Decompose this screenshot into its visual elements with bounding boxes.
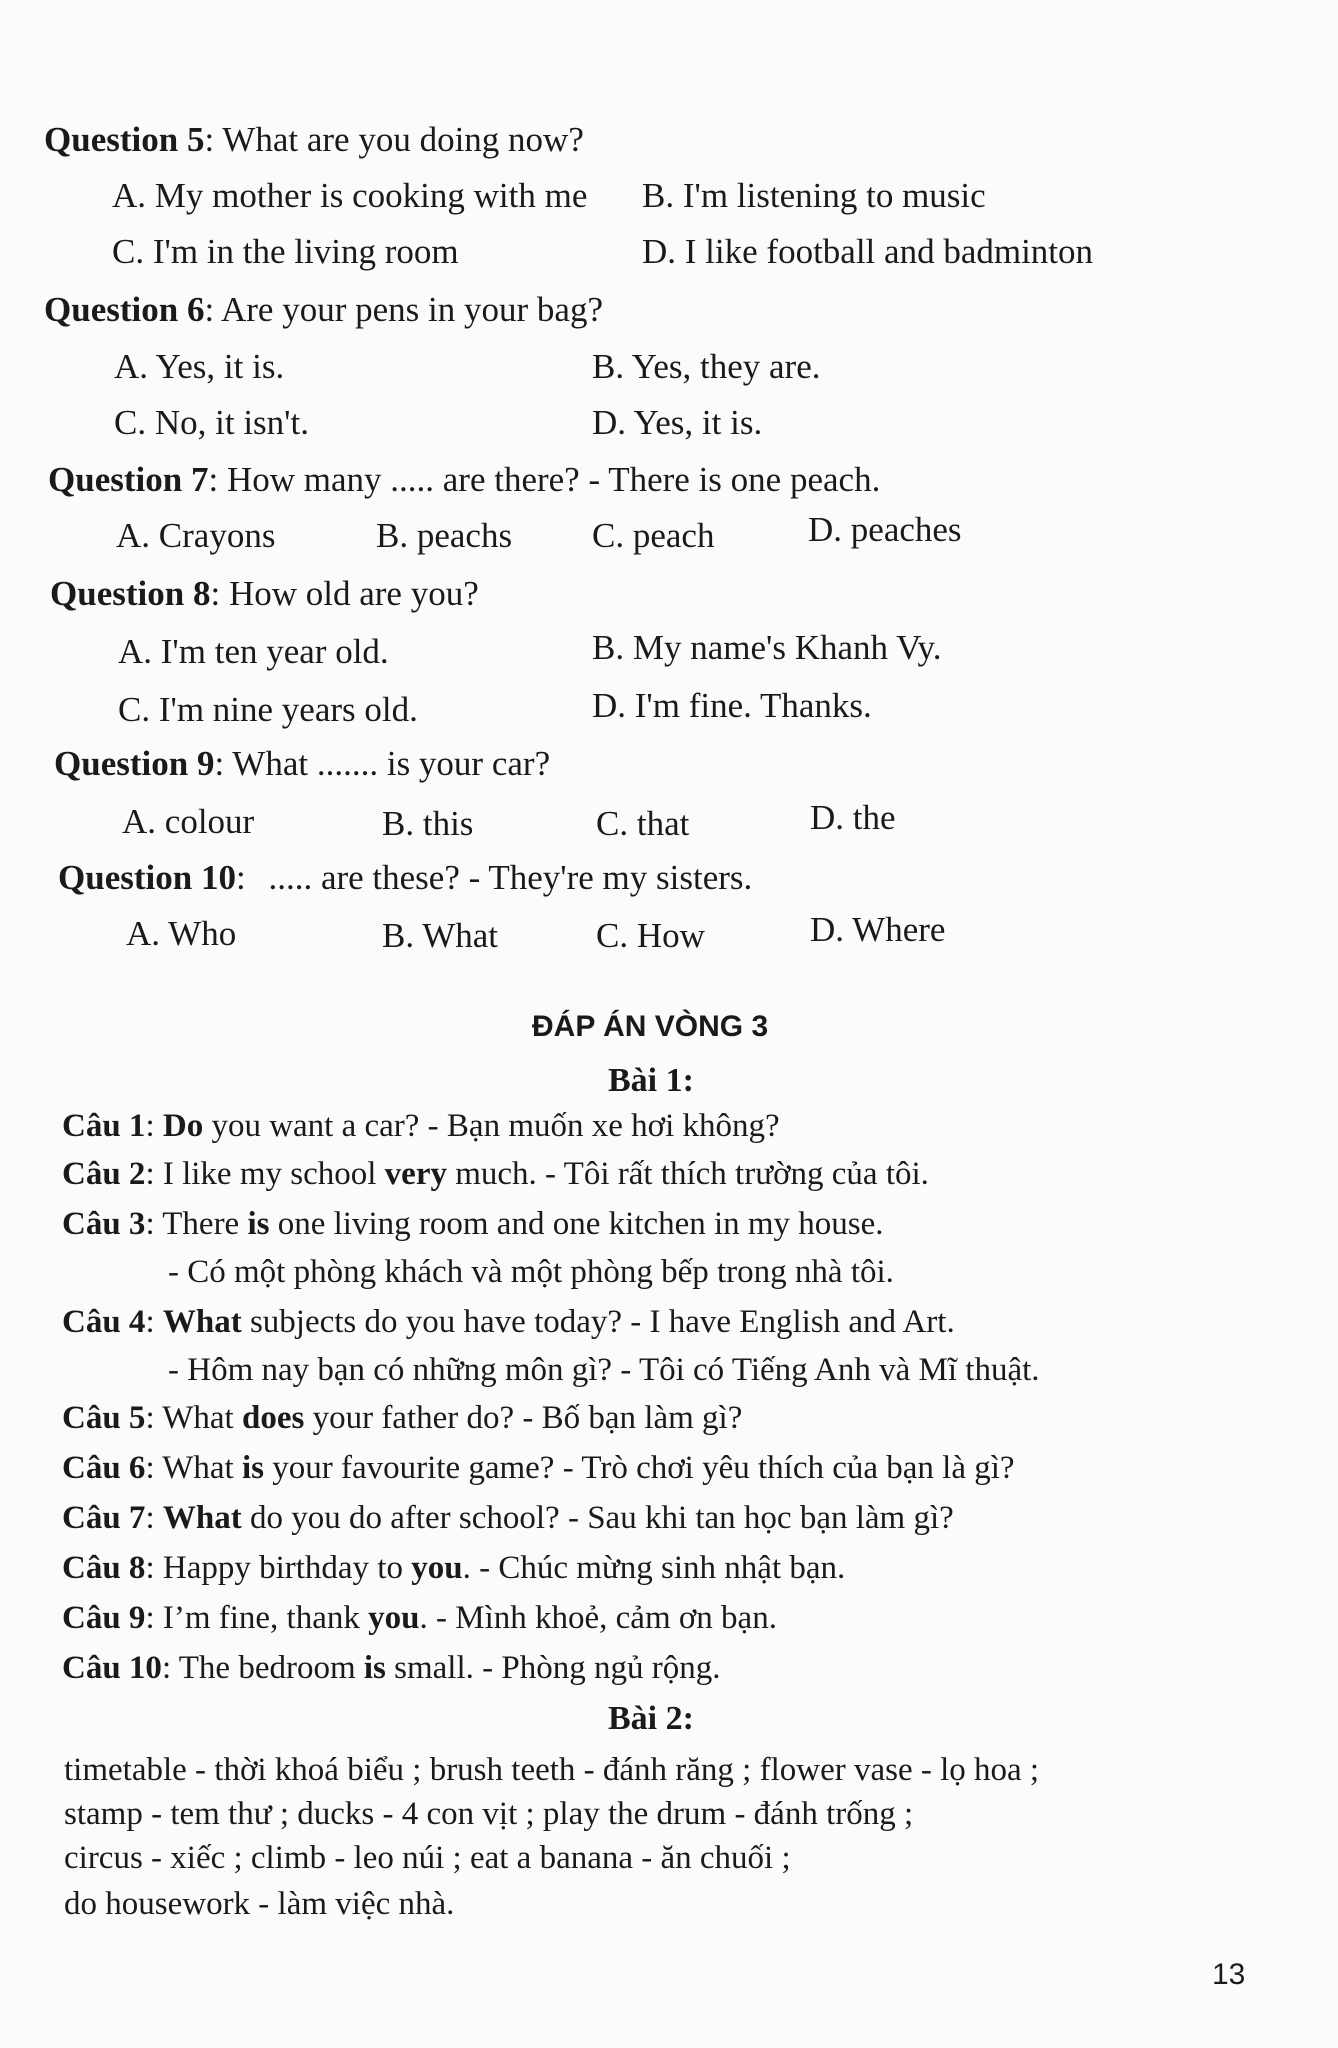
option-b: B. I'm listening to music: [642, 176, 986, 215]
answer-item-10: Câu 10: The bedroom is small. - Phòng ngủ rộng.: [62, 1650, 721, 1686]
answer-item-4-translation: - Hôm nay bạn có những môn gì? - Tôi có Tiếng Anh và Mĩ thuật.: [168, 1352, 1040, 1388]
option-c: C. that: [596, 804, 690, 843]
question-label: Question 10: [58, 858, 236, 897]
option-d: D. the: [810, 798, 896, 837]
option-a: A. My mother is cooking with me: [112, 176, 588, 215]
option-a: A. Who: [126, 914, 237, 953]
section-title-bai-2: Bài 2:: [608, 1700, 694, 1737]
question-10: Question 10: ..... are these? - They're my sisters.: [58, 858, 753, 897]
question-label: Question 7: [48, 460, 209, 499]
option-b: B. peachs: [376, 516, 513, 555]
option-b: B. this: [382, 804, 474, 843]
question-9: Question 9: What ....... is your car?: [54, 744, 551, 783]
answer-key-heading: ĐÁP ÁN VÒNG 3: [532, 1010, 769, 1043]
option-d: D. peaches: [808, 510, 962, 549]
question-text: What are you doing now?: [222, 120, 584, 159]
question-6: Question 6: Are your pens in your bag?: [44, 290, 603, 329]
answer-item-9: Câu 9: I’m fine, thank you. - Mình khoẻ, cảm ơn bạn.: [62, 1600, 777, 1636]
answer-item-2: Câu 2: I like my school very much. - Tôi rất thích trường của tôi.: [62, 1156, 929, 1192]
option-d: D. I like football and badminton: [642, 232, 1094, 271]
page-number: 13: [1212, 1958, 1246, 1991]
vocab-line-4: do housework - làm việc nhà.: [64, 1886, 455, 1922]
answer-item-3-translation: - Có một phòng khách và một phòng bếp trong nhà tôi.: [168, 1254, 894, 1290]
option-a: A. colour: [122, 802, 255, 841]
question-text: Are your pens in your bag?: [221, 290, 603, 329]
answer-item-3: Câu 3: There is one living room and one kitchen in my house.: [62, 1206, 884, 1242]
section-title-bai-1: Bài 1:: [608, 1062, 694, 1099]
vocab-line-3: circus - xiếc ; climb - leo núi ; eat a banana - ăn chuối ;: [64, 1840, 791, 1876]
question-text: How old are you?: [228, 574, 479, 613]
option-d: D. Where: [810, 910, 946, 949]
option-a: A. Yes, it is.: [114, 347, 285, 386]
option-a: A. Crayons: [116, 516, 276, 555]
question-label: Question 9: [54, 744, 215, 783]
option-b: B. What: [382, 916, 499, 955]
question-5: Question 5: What are you doing now?: [44, 120, 584, 159]
question-8: Question 8: How old are you?: [50, 574, 479, 613]
option-d: D. I'm fine. Thanks.: [592, 686, 872, 725]
option-c: C. I'm in the living room: [112, 232, 459, 271]
question-text: How many ..... are there? - There is one peach.: [226, 460, 881, 499]
question-label: Question 5: [44, 120, 205, 159]
vocab-line-1: timetable - thời khoá biểu ; brush teeth - đánh răng ; flower vase - lọ hoa ;: [64, 1752, 1040, 1788]
answer-item-7: Câu 7: What do you do after school? - Sau khi tan học bạn làm gì?: [62, 1500, 954, 1536]
option-c: C. I'm nine years old.: [118, 690, 418, 729]
vocab-line-2: stamp - tem thư ; ducks - 4 con vịt ; play the drum - đánh trống ;: [64, 1796, 914, 1832]
answer-item-6: Câu 6: What is your favourite game? - Trò chơi yêu thích của bạn là gì?: [62, 1450, 1015, 1486]
option-a: A. I'm ten year old.: [118, 632, 389, 671]
question-text: ..... are these? - They're my sisters.: [268, 858, 753, 897]
option-c: C. No, it isn't.: [114, 403, 309, 442]
question-label: Question 8: [50, 574, 211, 613]
option-b: B. Yes, they are.: [592, 347, 821, 386]
answer-item-5: Câu 5: What does your father do? - Bố bạn làm gì?: [62, 1400, 743, 1436]
answer-item-1: Câu 1: Do you want a car? - Bạn muốn xe hơi không?: [62, 1108, 780, 1144]
option-d: D. Yes, it is.: [592, 403, 763, 442]
question-text: What ....... is your car?: [232, 744, 551, 783]
option-c: C. How: [596, 916, 705, 955]
option-b: B. My name's Khanh Vy.: [592, 628, 942, 667]
answer-item-8: Câu 8: Happy birthday to you. - Chúc mừng sinh nhật bạn.: [62, 1550, 846, 1586]
option-c: C. peach: [592, 516, 715, 555]
answer-item-4: Câu 4: What subjects do you have today? - I have English and Art.: [62, 1304, 955, 1340]
question-7: Question 7: How many ..... are there? - There is one peach.: [48, 460, 881, 499]
question-label: Question 6: [44, 290, 205, 329]
